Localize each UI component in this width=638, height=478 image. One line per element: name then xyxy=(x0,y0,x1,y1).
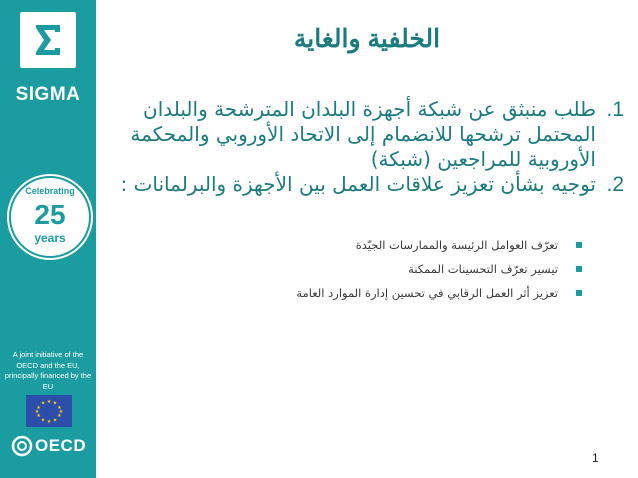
bullet-icon xyxy=(576,266,582,272)
badge-top-text: Celebrating xyxy=(25,186,75,196)
sub-list-item xyxy=(102,281,614,305)
sub-item-text: تعرّف العوامل الرئيسة والممارسات الجيّدة xyxy=(355,238,558,252)
oecd-logo xyxy=(11,435,91,457)
numbered-list xyxy=(102,97,624,197)
svg-text:★: ★ xyxy=(57,413,62,419)
sub-list-item xyxy=(102,233,614,257)
svg-text:★: ★ xyxy=(36,405,41,411)
svg-text:★: ★ xyxy=(52,400,58,407)
item-text: طلب منبثق عن شبكة أجهزة البلدان المترشحة والبلدان المحتمل ترشحها للانضمام إلى الاتحاد الأوروبي والمحكمة الأوروبية للمراجعين (شبكة) xyxy=(130,97,596,171)
anniversary-badge xyxy=(9,176,91,258)
page-number: 1 xyxy=(592,451,599,465)
svg-text:★: ★ xyxy=(36,413,41,419)
bullet-icon xyxy=(576,242,582,248)
svg-text:★: ★ xyxy=(57,405,62,411)
sub-item-text: تيسير تعرّف التحسينات الممكنة xyxy=(408,262,558,276)
badge-number: 25 xyxy=(34,199,66,230)
slide-content xyxy=(96,0,638,478)
slide-title: الخلفية والغاية xyxy=(293,25,441,53)
oecd-label: OECD xyxy=(35,436,87,455)
item-text: توجيه بشأن تعزيز علاقات العمل بين الأجهزة والبرلمانات : xyxy=(120,172,596,196)
svg-text:★: ★ xyxy=(46,419,52,425)
bullet-icon xyxy=(576,290,582,296)
list-item xyxy=(102,97,624,172)
oecd-icon xyxy=(11,435,33,457)
initiative-text: A joint initiative of the OECD and the EU, principally financed by the EU xyxy=(4,350,92,391)
svg-text:★: ★ xyxy=(52,417,58,424)
svg-text:★: ★ xyxy=(58,409,64,415)
svg-text:★: ★ xyxy=(40,417,46,424)
sub-bullet-list xyxy=(102,233,614,305)
svg-text:★: ★ xyxy=(46,399,52,405)
eu-flag-icon xyxy=(26,395,72,427)
svg-text:★: ★ xyxy=(40,400,46,407)
item-number: 2. xyxy=(606,173,624,196)
sigma-logo xyxy=(20,12,76,68)
sub-item-text: تعزيز أثر العمل الرقابي في تحسين إدارة الموارد العامة xyxy=(296,286,558,300)
sub-list-item xyxy=(102,257,614,281)
item-number: 1. xyxy=(606,98,624,121)
list-item xyxy=(102,172,624,197)
svg-text:★: ★ xyxy=(34,409,40,415)
sigma-icon xyxy=(20,12,76,68)
badge-bottom-text: years xyxy=(34,231,66,245)
logo-name: SIGMA xyxy=(15,84,81,105)
sidebar xyxy=(0,0,96,478)
